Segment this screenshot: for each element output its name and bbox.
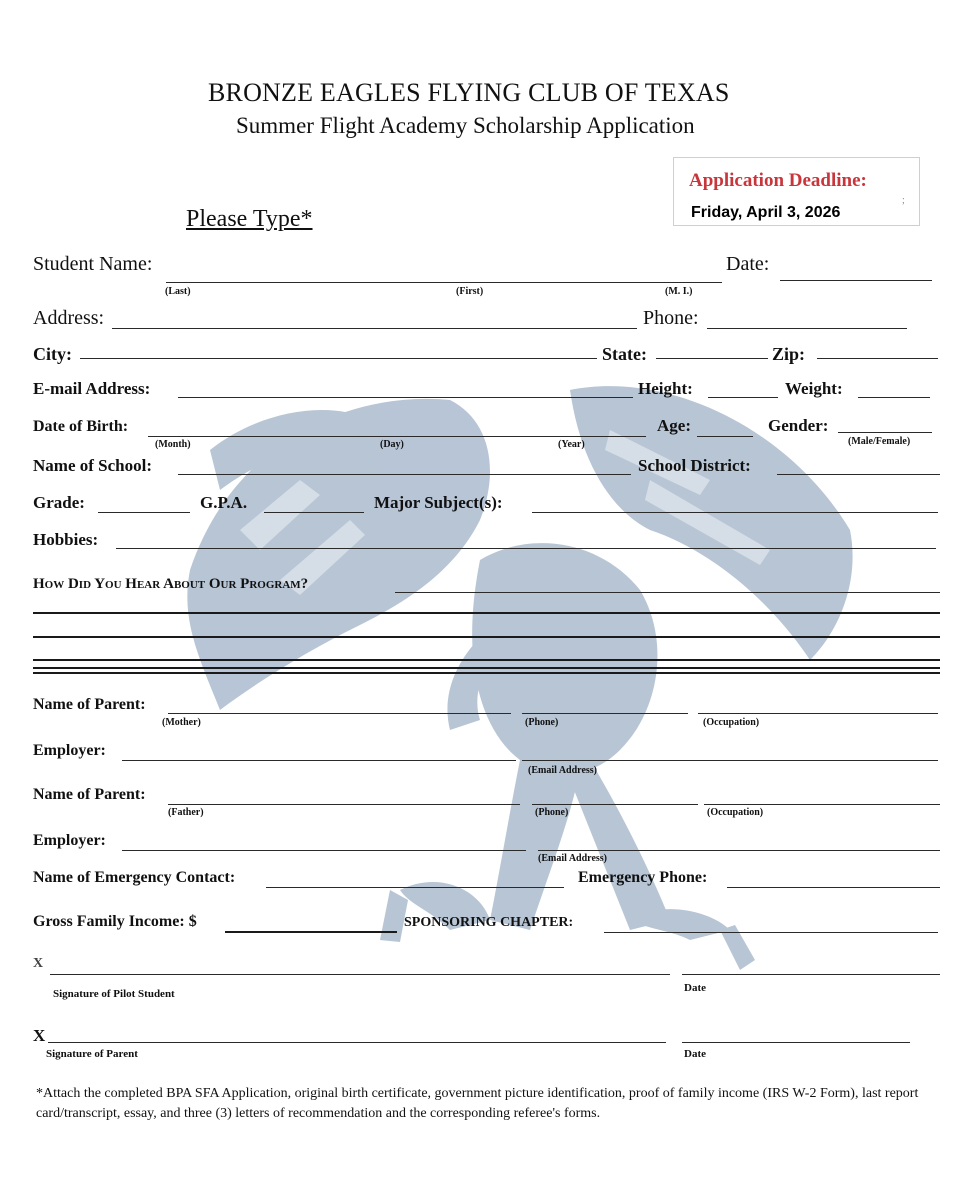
mother-name-label: Name of Parent: [33,696,146,713]
day-caption: (Day) [380,439,404,450]
father-name-field[interactable] [168,788,520,805]
zip-field[interactable] [817,344,938,359]
father-email-field[interactable] [538,834,940,851]
email-label: E-mail Address: [33,379,151,398]
how-hear-field-1[interactable] [395,578,940,593]
mother-occupation-caption: (Occupation) [703,717,760,728]
mother-caption: (Mother) [162,717,201,728]
address-label: Address: [33,307,105,329]
major-field[interactable] [532,496,938,513]
dob-field[interactable] [148,420,646,437]
height-label: Height: [638,379,693,398]
student-date-caption: Date [684,982,706,994]
grade-field[interactable] [98,496,190,513]
email-field[interactable] [178,381,633,398]
major-label: Major Subject(s): [374,493,503,512]
phone-label: Phone: [643,307,699,329]
parent-signature-x: X [33,1026,46,1045]
parent-signature-field[interactable] [48,1028,666,1043]
father-email-caption: (Email Address) [538,853,607,864]
please-type-instruction: Please Type* [186,206,313,232]
parent-date-caption: Date [684,1048,706,1060]
hobbies-field[interactable] [116,532,936,549]
gender-field[interactable] [838,416,932,433]
footnote: *Attach the completed BPA SFA Application, original birth certificate, government picture identification, proof of family income (IRS W-2 Form), last report card/transcript, essay, and three (3) letters of recommendation and the corresponding referee's forms. [36,1086,919,1121]
male-female-caption: (Male/Female) [848,436,911,447]
emergency-phone-label: Emergency Phone: [578,869,708,886]
mother-phone-field[interactable] [522,697,688,714]
phone-field[interactable] [707,312,907,329]
student-name-field[interactable] [166,264,722,283]
grade-label: Grade: [33,493,85,512]
father-caption: (Father) [168,807,204,818]
mother-employer-field[interactable] [122,744,516,761]
age-field[interactable] [697,420,753,437]
city-field[interactable] [80,344,597,359]
how-hear-field-3[interactable] [33,622,940,638]
first-caption: (First) [456,286,484,297]
city-label: City: [33,344,72,364]
age-label: Age: [657,416,691,435]
gpa-field[interactable] [264,496,364,513]
sponsoring-chapter-field[interactable] [604,916,938,933]
height-field[interactable] [708,381,778,398]
student-signature-field[interactable] [50,960,670,975]
school-district-field[interactable] [777,458,940,475]
father-phone-caption: (Phone) [535,807,569,818]
student-signature-x: X [33,956,44,971]
school-field[interactable] [178,458,631,475]
father-employer-label: Employer: [33,832,106,849]
mother-name-field[interactable] [168,697,511,714]
sponsoring-chapter-label: SPONSORING CHAPTER: [404,915,574,930]
last-caption: (Last) [165,286,191,297]
student-signature-caption: Signature of Pilot Student [53,988,175,1000]
how-hear-label: How Did You Hear About Our Program? [33,576,309,592]
parent-signature-caption: Signature of Parent [46,1048,138,1060]
section-divider-2 [33,658,940,674]
how-hear-field-2[interactable] [33,598,940,614]
hobbies-label: Hobbies: [33,530,99,549]
mother-email-field[interactable] [522,744,938,761]
deadline-date: Friday, April 3, 2026 [691,204,841,221]
year-caption: (Year) [558,439,585,450]
school-label: Name of School: [33,456,152,475]
zip-label: Zip: [772,344,806,364]
month-caption: (Month) [155,439,191,450]
dob-label: Date of Birth: [33,418,129,435]
deadline-mark: ; [902,195,905,206]
income-field[interactable] [225,915,397,933]
mother-phone-caption: (Phone) [525,717,559,728]
form-subtitle: Summer Flight Academy Scholarship Application [236,113,695,138]
mother-email-caption: (Email Address) [528,765,597,776]
gpa-label: G.P.A. [200,493,248,512]
date-label: Date: [726,253,770,275]
date-field[interactable] [780,262,932,281]
state-field[interactable] [656,344,768,359]
mi-caption: (M. I.) [665,286,693,297]
father-employer-field[interactable] [122,834,526,851]
father-phone-field[interactable] [532,788,698,805]
father-occupation-caption: (Occupation) [707,807,764,818]
deadline-box [673,157,920,226]
weight-label: Weight: [785,379,843,398]
state-label: State: [602,344,647,364]
father-name-label: Name of Parent: [33,786,146,803]
father-occupation-field[interactable] [704,788,940,805]
emergency-phone-field[interactable] [727,871,940,888]
deadline-label: Application Deadline: [689,170,867,191]
parent-signature-date-field[interactable] [682,1028,910,1043]
income-label: Gross Family Income: $ [33,913,197,930]
weight-field[interactable] [858,381,930,398]
emergency-contact-label: Name of Emergency Contact: [33,869,236,886]
school-district-label: School District: [638,456,751,475]
student-signature-date-field[interactable] [682,960,940,975]
form-title: BRONZE EAGLES FLYING CLUB OF TEXAS [208,78,730,107]
address-field[interactable] [112,312,637,329]
student-name-label: Student Name: [33,253,153,275]
mother-occupation-field[interactable] [698,697,938,714]
gender-label: Gender: [768,416,829,435]
emergency-contact-field[interactable] [266,871,564,888]
mother-employer-label: Employer: [33,742,106,759]
